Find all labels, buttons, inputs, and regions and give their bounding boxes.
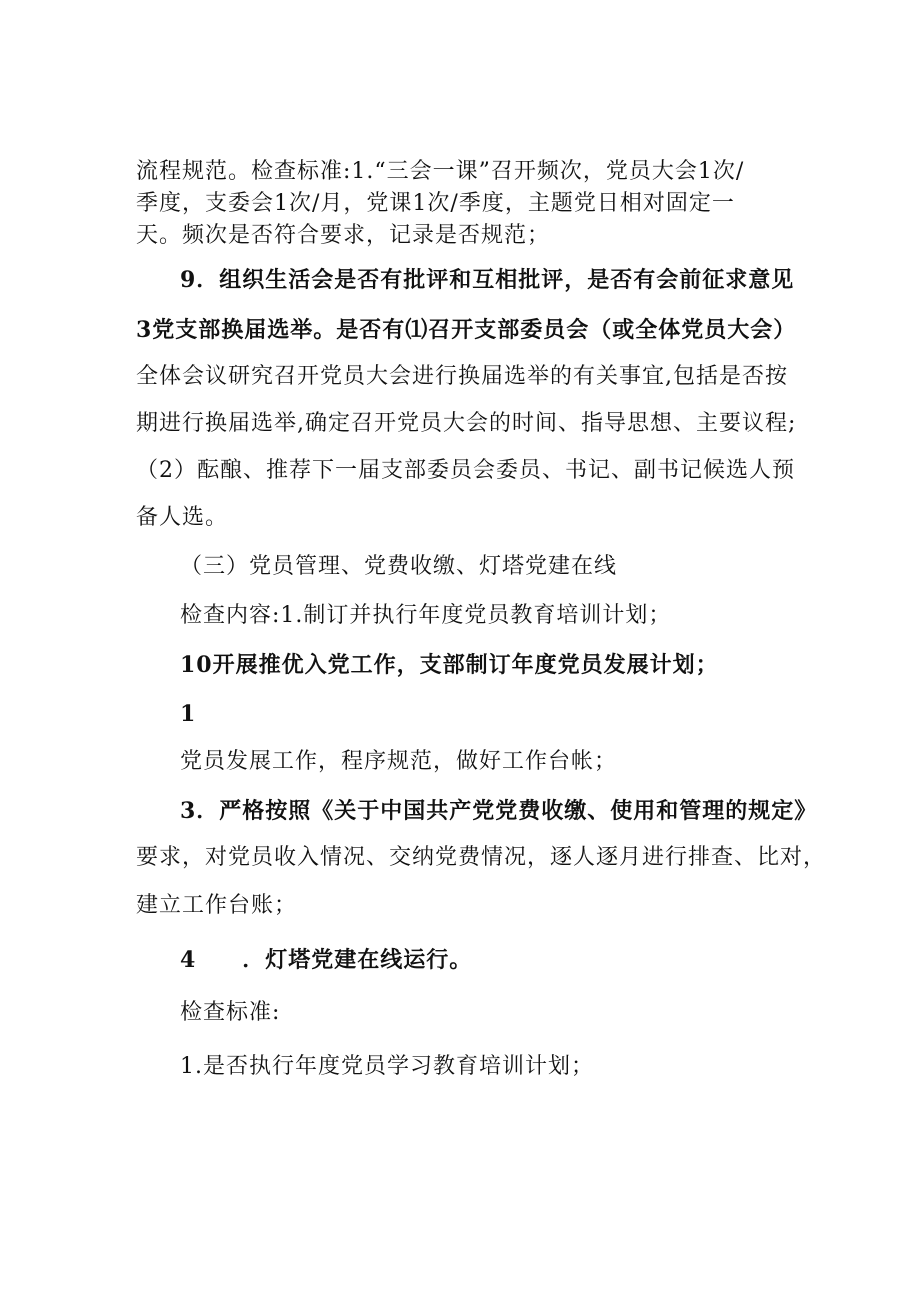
item-1-number: 1 xyxy=(180,701,197,727)
paragraph-line-1: 流程规范。检查标准:1.“三会一课”召开频次，党员大会1次/ xyxy=(136,159,745,184)
item-4-line: 4 ．灯塔党建在线运行。 xyxy=(180,947,473,973)
check-content-line: 检查内容:1.制订并执行年度党员教育培训计划； xyxy=(180,603,672,628)
section-heading: （三）党员管理、党费收缴、灯塔党建在线 xyxy=(180,554,618,579)
item-3-election-line-5: 备人选。 xyxy=(136,505,229,530)
check-standard-heading: 检查标准: xyxy=(180,1000,281,1025)
item-9-line: 9．组织生活会是否有批评和互相批评，是否有会前征求意见 xyxy=(180,267,795,293)
item-3-election-line-4: （2）酝酿、推荐下一届支部委员会委员、书记、副书记候选人预 xyxy=(136,458,795,483)
item-3-dues-line-1: 3．严格按照《关于中国共产党党费收缴、使用和管理的规定》 xyxy=(180,798,818,824)
paragraph-line-2: 季度，支委会1次/月，党课1次/季度，主题党日相对固定一 xyxy=(136,191,735,216)
item-3-dues-line-3: 建立工作台账； xyxy=(136,893,298,918)
check-standard-item-1: 1.是否执行年度党员学习教育培训计划； xyxy=(180,1054,594,1079)
item-3-election-line-3: 期进行换届选举,确定召开党员大会的时间、指导思想、主要议程; xyxy=(136,411,797,436)
item-3-dues-line-2: 要求，对党员收入情况、交纳党费情况，逐人逐月进行排查、比对， xyxy=(136,845,827,870)
paragraph-line-3: 天。频次是否符合要求，记录是否规范； xyxy=(136,223,551,248)
item-3-election-line-1: 3党支部换届选举。是否有⑴召开支部委员会（或全体党员大会） xyxy=(136,317,797,343)
member-development-line: 党员发展工作，程序规范，做好工作台帐； xyxy=(180,749,618,774)
item-3-election-line-2: 全体会议研究召开党员大会进行换届选举的有关事宜,包括是否按 xyxy=(136,364,788,389)
item-10-line: 10开展推优入党工作，支部制订年度党员发展计划； xyxy=(180,652,719,678)
